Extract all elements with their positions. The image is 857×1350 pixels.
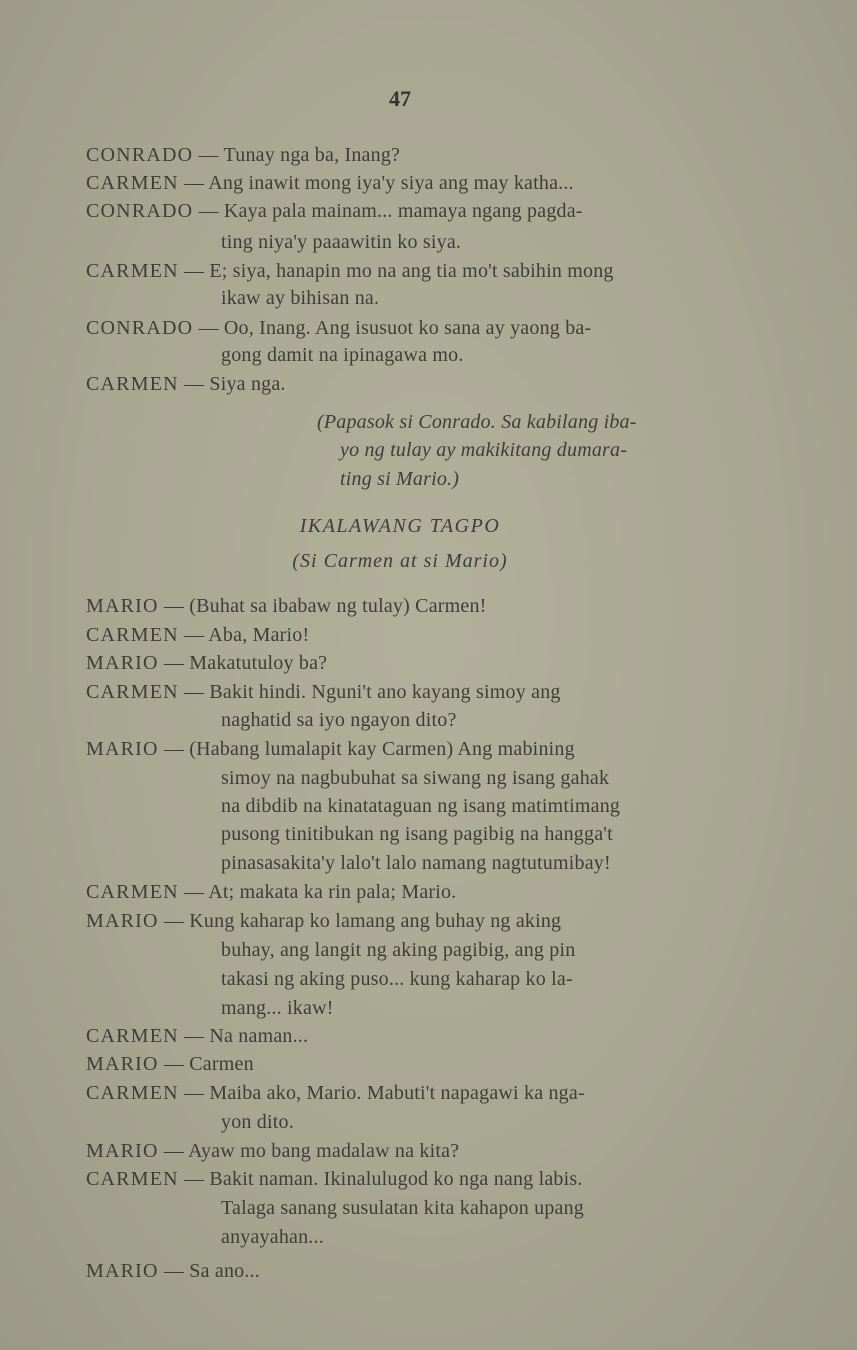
dialogue-continuation xyxy=(221,1110,294,1134)
line-text: — Na naman... xyxy=(178,1025,309,1047)
line-text: na dibdib na kinatataguan ng isang matimtimang xyxy=(221,795,621,817)
speaker-name: CARMEN xyxy=(86,1082,179,1104)
dialogue-continuation xyxy=(221,851,611,875)
line-text: yon dito. xyxy=(221,1111,294,1133)
speaker-name: CARMEN xyxy=(86,1025,179,1047)
dialogue-line xyxy=(86,594,487,618)
speaker-name: CARMEN xyxy=(86,881,179,903)
speaker-name: CARMEN xyxy=(86,624,179,646)
dialogue-continuation xyxy=(221,1196,584,1220)
speaker-name: MARIO xyxy=(86,1053,159,1075)
dialogue-continuation xyxy=(221,286,379,310)
speaker-name: MARIO xyxy=(86,910,159,932)
line-text: ikaw ay bihisan na. xyxy=(221,287,380,309)
dialogue-continuation xyxy=(221,996,334,1020)
line-text: gong damit na ipinagawa mo. xyxy=(221,344,464,366)
line-text: takasi ng aking puso... kung kaharap ko la- xyxy=(221,968,573,990)
dialogue-line xyxy=(86,651,327,675)
dialogue-line xyxy=(86,680,561,704)
line-text: — Sa ano... xyxy=(158,1260,260,1282)
line-text: — Carmen xyxy=(158,1053,254,1075)
line-text: — Oo, Inang. Ang isusuot ko sana ay yaong ba- xyxy=(193,317,592,339)
dialogue-line xyxy=(86,1024,308,1048)
line-text: Talaga sanang susulatan kita kahapon upang xyxy=(221,1197,584,1219)
line-text: ting niya'y paaawitin ko siya. xyxy=(221,231,462,253)
line-text: — Makatutuloy ba? xyxy=(158,652,328,674)
line-text: buhay, ang langit ng aking pagibig, ang pin xyxy=(221,939,576,961)
speaker-name: CARMEN xyxy=(86,260,179,282)
dialogue-continuation xyxy=(221,230,461,254)
stage-direction xyxy=(340,438,627,462)
dialogue-continuation xyxy=(221,794,620,818)
speaker-name: CONRADO xyxy=(86,317,194,339)
dialogue-continuation xyxy=(221,938,575,962)
line-text: — Kaya pala mainam... mamaya ngang pagda- xyxy=(193,200,583,222)
speaker-name: MARIO xyxy=(86,1260,159,1282)
stage-direction xyxy=(317,410,637,434)
line-text: pusong tinitibukan ng isang pagibig na hangga't xyxy=(221,823,613,845)
dialogue-continuation xyxy=(221,822,613,846)
dialogue-line xyxy=(86,1167,583,1191)
line-text: — (Buhat sa ibabaw ng tulay) Carmen! xyxy=(158,595,487,617)
dialogue-line xyxy=(86,372,286,396)
speaker-name: MARIO xyxy=(86,595,159,617)
line-text: naghatid sa iyo ngayon dito? xyxy=(221,709,457,731)
line-text: pinasasakita'y lalo't lalo namang nagtutumibay! xyxy=(221,852,611,874)
line-text: — Bakit hindi. Nguni't ano kayang simoy ang xyxy=(178,681,561,703)
line-text: — Kung kaharap ko lamang ang buhay ng aking xyxy=(158,910,562,932)
dialogue-line xyxy=(86,623,309,647)
dialogue-line xyxy=(86,316,591,340)
speaker-name: MARIO xyxy=(86,1140,159,1162)
dialogue-continuation xyxy=(221,708,457,732)
dialogue-line xyxy=(86,171,574,195)
line-text: — E; siya, hanapin mo na ang tia mo't sabihin mong xyxy=(178,260,614,282)
line-text: anyayahan... xyxy=(221,1226,324,1248)
speaker-name: CARMEN xyxy=(86,172,179,194)
speaker-name: MARIO xyxy=(86,738,159,760)
line-text: — Ang inawit mong iya'y siya ang may katha... xyxy=(178,172,574,194)
dialogue-line xyxy=(86,909,561,933)
page-number: 47 xyxy=(389,86,411,111)
dialogue-line xyxy=(86,259,614,283)
scene-characters: (Si Carmen at si Mario) xyxy=(292,550,508,572)
dialogue-continuation xyxy=(221,967,573,991)
scene-title: IKALAWANG TAGPO xyxy=(299,515,501,537)
dialogue-continuation xyxy=(221,343,464,367)
dialogue-continuation xyxy=(221,1225,324,1249)
dialogue-line xyxy=(86,1052,254,1076)
line-text: — Bakit naman. Ikinalulugod ko nga nang labis. xyxy=(178,1168,583,1190)
line-text: yo ng tulay ay makikitang dumara- xyxy=(340,439,628,461)
line-text: — Ayaw mo bang madalaw na kita? xyxy=(158,1140,460,1162)
dialogue-line xyxy=(86,737,575,761)
line-text: — At; makata ka rin pala; Mario. xyxy=(178,881,457,903)
dialogue-line xyxy=(86,1259,260,1283)
dialogue-line xyxy=(86,143,400,167)
speaker-name: CARMEN xyxy=(86,681,179,703)
line-text: ting si Mario.) xyxy=(340,468,460,490)
line-text: (Papasok si Conrado. Sa kabilang iba- xyxy=(317,411,637,433)
line-text: — Siya nga. xyxy=(178,373,286,395)
dialogue-line xyxy=(86,1139,459,1163)
stage-direction xyxy=(340,467,459,491)
speaker-name: CARMEN xyxy=(86,1168,179,1190)
line-text: — Aba, Mario! xyxy=(178,624,310,646)
speaker-name: CONRADO xyxy=(86,200,194,222)
line-text: simoy na nagbubuhat sa siwang ng isang gahak xyxy=(221,767,610,789)
line-text: mang... ikaw! xyxy=(221,997,334,1019)
dialogue-line xyxy=(86,199,583,223)
dialogue-line xyxy=(86,1081,585,1105)
speaker-name: MARIO xyxy=(86,652,159,674)
speaker-name: CARMEN xyxy=(86,373,179,395)
line-text: — (Habang lumalapit kay Carmen) Ang mabining xyxy=(158,738,575,760)
dialogue-line xyxy=(86,880,456,904)
speaker-name: CONRADO xyxy=(86,144,194,166)
line-text: — Tunay nga ba, Inang? xyxy=(193,144,401,166)
dialogue-continuation xyxy=(221,766,609,790)
line-text: — Maiba ako, Mario. Mabuti't napagawi ka nga- xyxy=(178,1082,585,1104)
